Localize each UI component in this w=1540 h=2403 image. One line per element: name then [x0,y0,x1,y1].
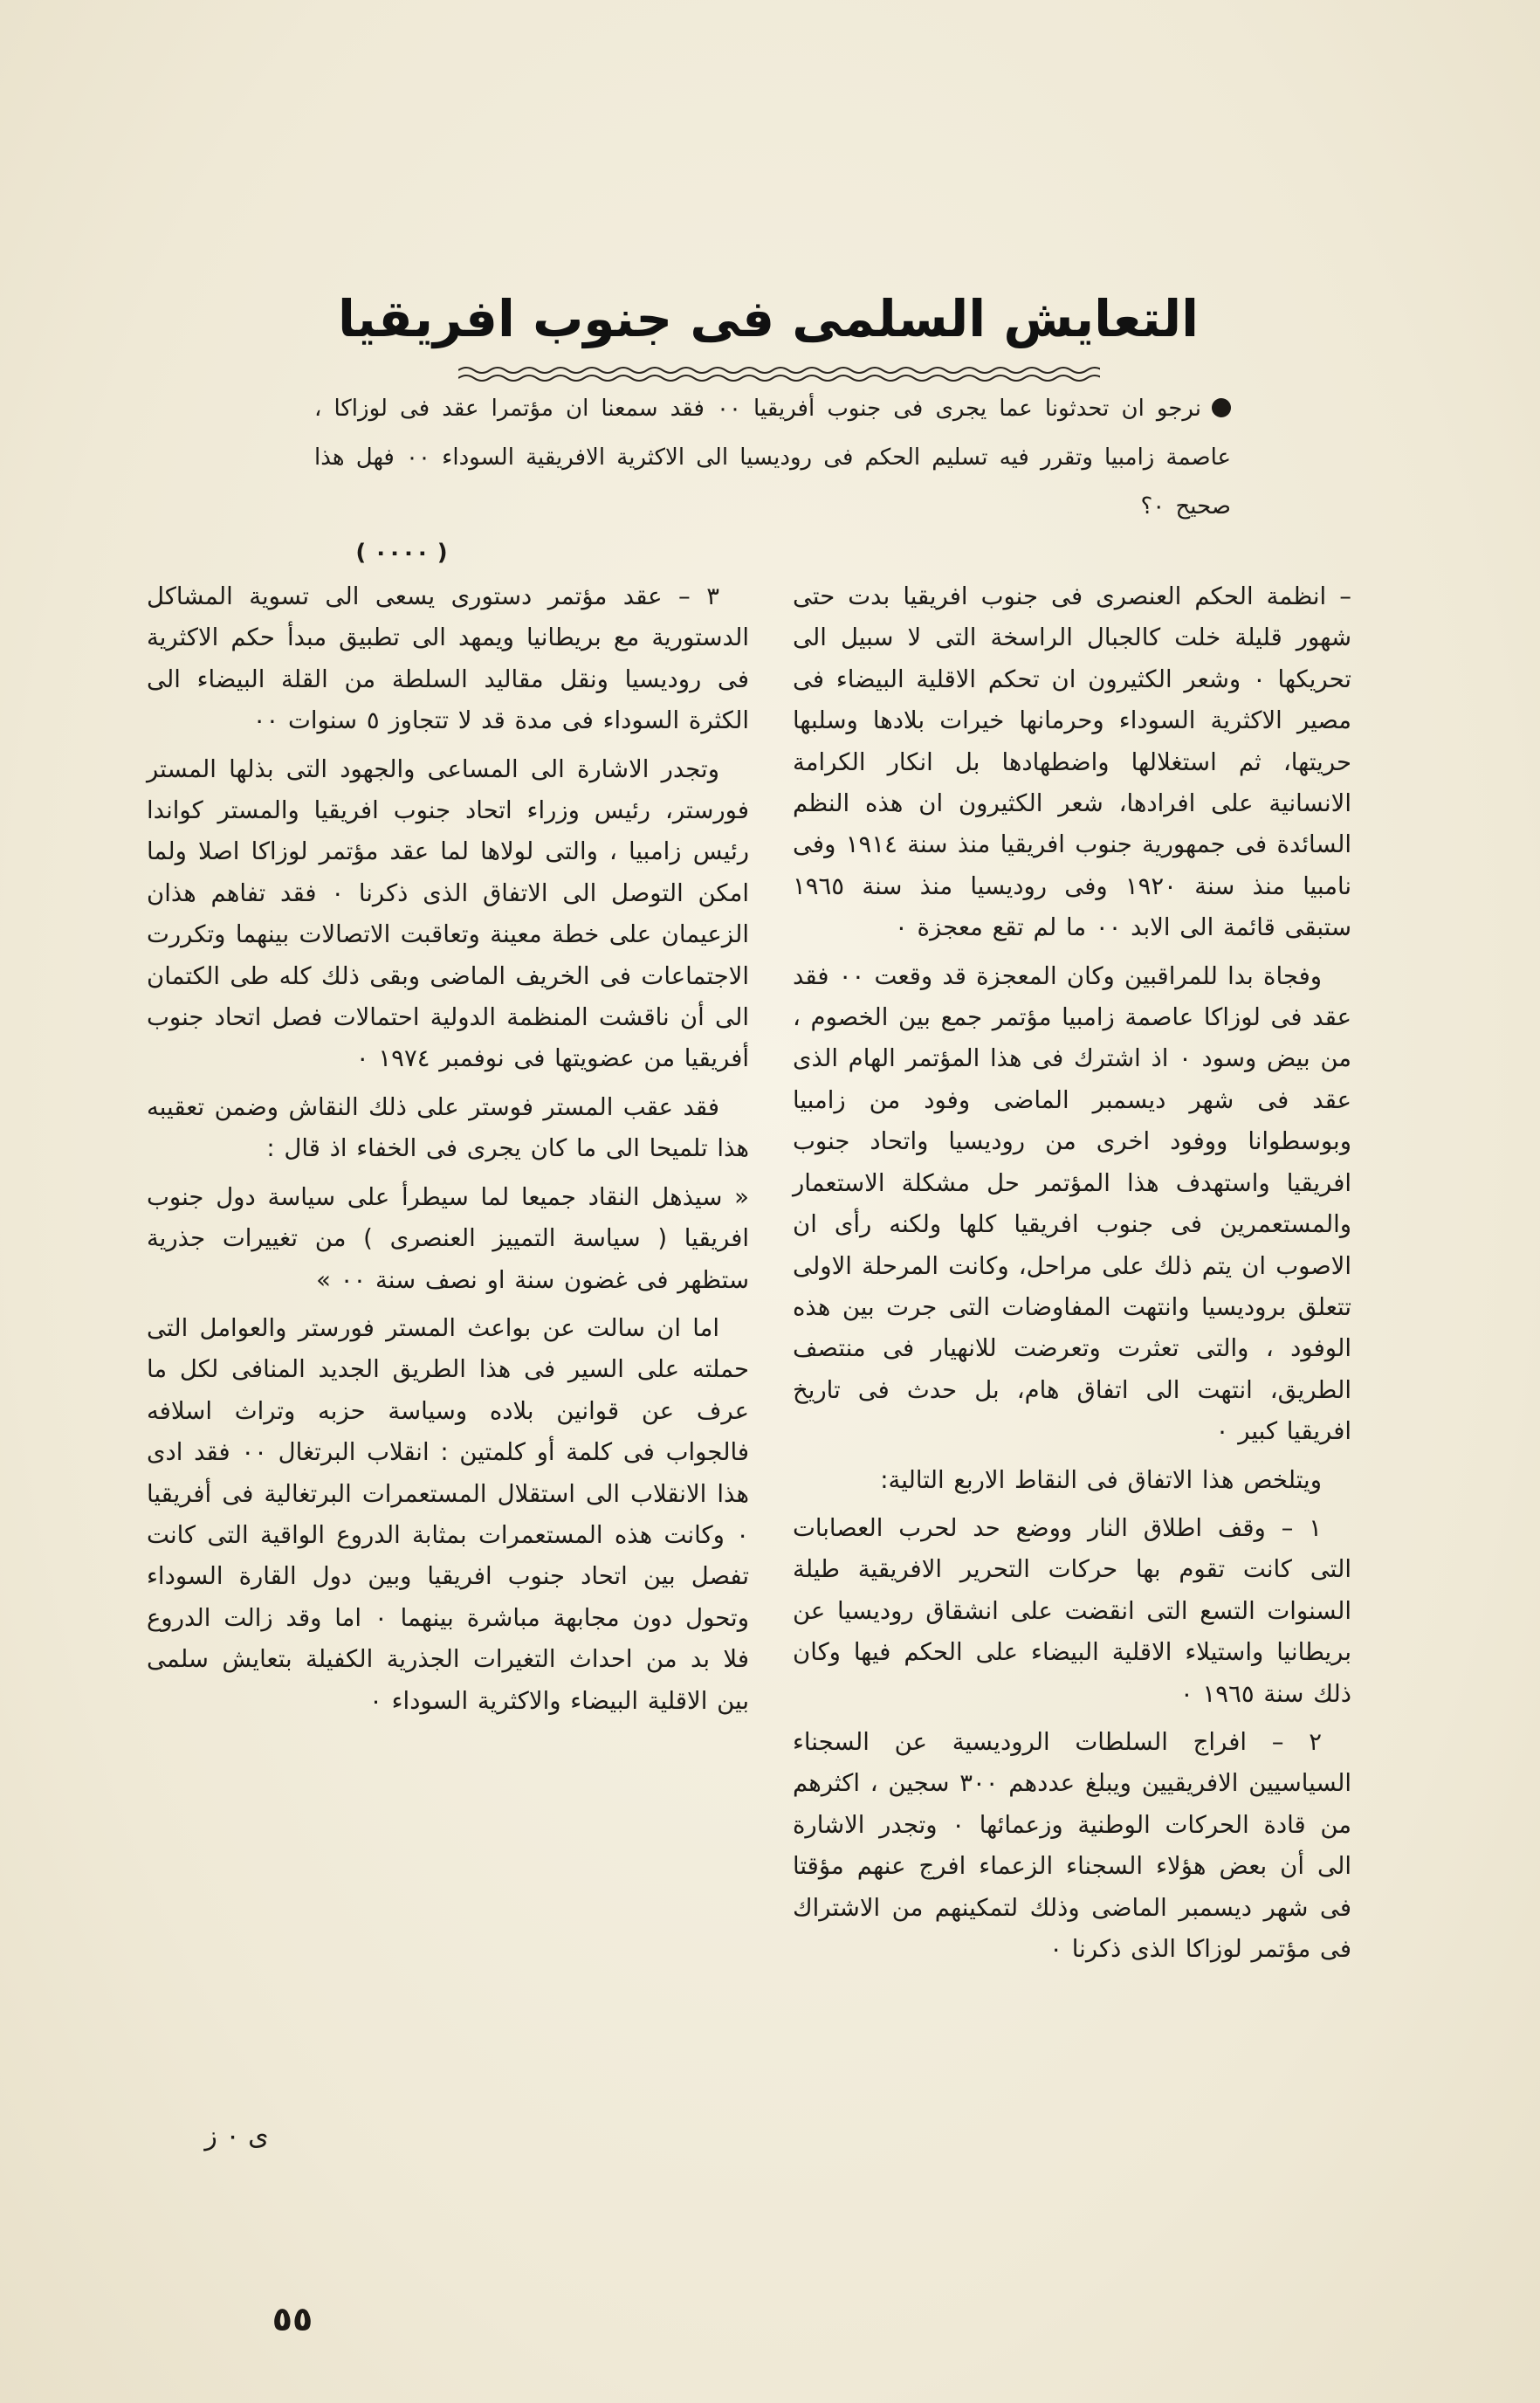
paragraph: فقد عقب المستر فوستر على ذلك النقاش وضمن تعقيبه هذا تلميحا الى ما كان يجرى فى الخفاء اذ قال : [147,1092,749,1163]
question-signature: ( ٠٠٠٠ ) [355,540,448,566]
article-column-left [147,576,749,1729]
wavy-title-underline [458,365,1100,384]
paragraph: ١ – وقف اطلاق النار ووضع حد لحرب العصابات التى كانت تقوم بها حركات التحرير الافريقية طيلة السنوات التسع التى انقضت على انشقاق روديسيا عن بريطانيا واستيلاء الاقلية البيضاء على الحكم فيها وكان ذلك سنة ١٩٦٥ ٠ [793,1513,1351,1708]
quotation-paragraph: « سيذهل النقاد جميعا لما سيطرأ على سياسة دول جنوب افريقيا ( سياسة التمييز العنصرى ) من تغييرات جذرية ستظهر فى غضون سنة او نصف سنة ٠٠ » [147,1182,749,1294]
page-number: ٥٥ [272,2300,313,2338]
paragraph: ويتلخص هذا الاتفاق فى النقاط الاربع التالية: [880,1465,1322,1494]
article-column-right [793,576,1351,1977]
paragraph: وتجدر الاشارة الى المساعى والجهود التى بذلها المستر فورستر، رئيس وزراء اتحاد جنوب افريقيا والمستر كواندا رئيس زامبيا ، والتى لولاها لما عقد مؤتمر لوزاكا اصلا ولما امكن التوصل الى الاتفاق الذى ذكرنا ٠ فقد تفاهم هذان الزعيمان على خطة معينة وتعاقبت الاتصالات بينهما وتكررت الاجتماعات فى الخريف الماضى وبقى ذلك كله طى الكتمان الى أن ناقشت المنظمة الدولية احتمالات فصل اتحاد جنوب أفريقيا من عضويتها فى نوفمبر ١٩٧٤ ٠ [147,754,749,1073]
paragraph: ٣ – عقد مؤتمر دستورى يسعى الى تسوية المشاكل الدستورية مع بريطانيا ويمهد الى تطبيق مبدأ حكم الاكثرية فى روديسيا ونقل مقاليد السلطة من القلة البيضاء الى الكثرة السوداء فى مدة قد لا تتجاوز ٥ سنوات ٠٠ [147,582,749,735]
paragraph: وفجاة بدا للمراقبين وكان المعجزة قد وقعت ٠٠ فقد عقد فى لوزاكا عاصمة زامبيا مؤتمر جمع بين الخصوم ، من بيض وسود ٠ اذ اشترك فى هذا المؤتمر الهام الذى عقد فى شهر ديسمبر الماضى وفود من زامبيا وبوسطوانا ووفود اخرى من روديسيا واتحاد جنوب افريقيا واستهدف هذا المؤتمر حل مشكلة الاستعمار والمستعمرين فى جنوب افريقيا كلها ولكنه رأى ان الاصوب ان يتم ذلك على مراحل، وكانت المرحلة الاولى تتعلق بروديسيا وانتهت المفاوضات التى جرت بين هذه الوفود ، والتى تعثرت وتعرضت للانهيار فى منتصف الطريق، انتهت الى اتفاق هام، بل حدث فى تاريخ افريقيا كبير ٠ [793,961,1351,1446]
reader-question [314,384,1231,531]
question-text: نرجو ان تحدثونا عما يجرى فى جنوب أفريقيا ٠٠ فقد سمعنا ان مؤتمرا عقد فى لوزاكا ، عاصمة زامبيا وتقرر فيه تسليم الحكم فى روديسيا الى الاكثرية الافريقية السوداء ٠٠ فهل هذا صحيح ٠؟ [314,396,1232,520]
paragraph: ٢ – افراج السلطات الروديسية عن السجناء السياسيين الافريقيين ويبلغ عددهم ٣٠٠ سجين ، اكثرهم من قادة الحركات الوطنية وزعمائها ٠ وتجدر الاشارة الى أن بعض هؤلاء السجناء الزعماء افرج عنهم مؤقتا فى شهر ديسمبر الماضى وذلك لتمكينهم من الاشتراك فى مؤتمر لوزاكا الذى ذكرنا ٠ [793,1727,1352,1963]
bullet-dot-icon [1212,398,1231,417]
paragraph: – انظمة الحكم العنصرى فى جنوب افريقيا بدت حتى شهور قليلة خلت كالجبال الراسخة التى لا سبيل الى تحريكها ٠ وشعر الكثيرون ان تحكم الاقلية البيضاء فى مصير الاكثرية السوداء وحرمانها خيرات بلادها وسلبها حريتها، ثم استغلالها واضطهادها بل انكار الكرامة الانسانية على افرادها، شعر الكثيرون ان هذه النظم السائدة فى جمهورية جنوب افريقيا منذ سنة ١٩١٤ وفى نامبيا منذ سنة ١٩٢٠ وفى روديسيا منذ سنة ١٩٦٥ ستبقى قائمة الى الابد ٠٠ ما لم تقع معجزة ٠ [793,582,1352,942]
author-initials: ى ٠ ز [204,2121,269,2152]
article-title: التعايش السلمى فى جنوب افريقيا [338,289,1199,348]
paragraph: اما ان سالت عن بواعث المستر فورستر والعوامل التى حملته على السير فى هذا الطريق الجديد المنافى لكل ما عرف عن قوانين بلاده وسياسة حزبه وتراث اسلافه فالجواب فى كلمة أو كلمتين : انقلاب البرتغال ٠٠ فقد ادى هذا الانقلاب الى استقلال المستعمرات البرتغالية فى أفريقيا ٠ وكانت هذه المستعمرات بمثابة الدروع الواقية التى كانت تفصل بين اتحاد جنوب افريقيا وبين دول القارة السوداء وتحول دون مجابهة مباشرة بينهما ٠ اما وقد زالت الدروع فلا بد من احداث التغيرات الجذرية الكفيلة بتعايش سلمى بين الاقلية البيضاء والاكثرية السوداء ٠ [147,1313,750,1715]
